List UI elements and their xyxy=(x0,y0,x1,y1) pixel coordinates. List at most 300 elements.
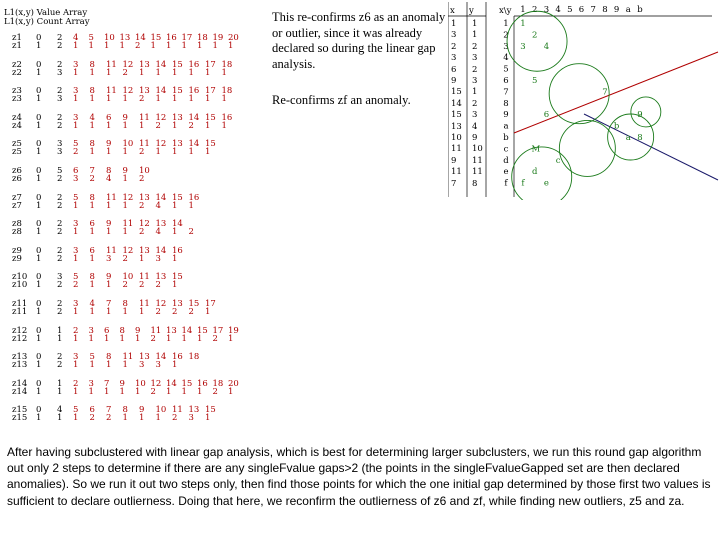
count-cell-red: 1 xyxy=(89,307,95,317)
count-cell: 1 xyxy=(57,333,63,344)
table-y-cell: 3 xyxy=(472,53,478,64)
plot-point: M xyxy=(531,144,541,155)
array-row xyxy=(0,300,270,320)
count-row-label: z11 xyxy=(12,307,28,317)
value-cell: 3 xyxy=(57,139,63,150)
value-cell-red: 8 xyxy=(122,299,128,309)
value-cell: 1 xyxy=(57,378,63,389)
value-cell-red: 9 xyxy=(106,139,112,150)
count-cell-red: 1 xyxy=(122,413,128,424)
value-cell-red: 15 xyxy=(205,112,216,123)
value-cell-red: 12 xyxy=(122,59,134,70)
value-cell-red: 5 xyxy=(73,139,79,150)
value-cell-red: 11 xyxy=(139,299,150,309)
count-cell-red: 1 xyxy=(106,147,112,158)
value-cell-red: 3 xyxy=(73,86,79,97)
count-cell-red: 1 xyxy=(73,360,79,371)
count-cell-red: 2 xyxy=(122,67,128,78)
count-cell-red: 1 xyxy=(150,41,156,51)
count-cell: 1 xyxy=(36,333,42,344)
count-row-label: z9 xyxy=(12,253,22,264)
table-y-cell: 9 xyxy=(472,133,478,143)
count-cell: 1 xyxy=(36,41,42,51)
value-cell-red: 10 xyxy=(155,405,167,416)
count-cell-red: 1 xyxy=(89,227,95,238)
count-array-header: L1(x,y) Count Array xyxy=(4,17,90,27)
value-cell: 2 xyxy=(57,86,63,97)
x-tick-labels xyxy=(520,5,643,15)
count-cell-red: 1 xyxy=(155,94,161,105)
count-cell-red: 1 xyxy=(73,413,79,424)
value-cell-red: 3 xyxy=(73,112,79,123)
count-cell-red: 1 xyxy=(139,67,145,78)
count-cell-red: 2 xyxy=(139,200,145,211)
table-x-cell: 14 xyxy=(451,98,462,109)
value-cell-red: 11 xyxy=(139,272,150,283)
value-cell-red: 11 xyxy=(122,219,134,230)
count-cell-red: 1 xyxy=(106,280,112,291)
value-cell: 0 xyxy=(36,192,42,203)
count-cell-red: 2 xyxy=(89,413,95,424)
value-cell: 0 xyxy=(36,139,42,150)
table-y-cell: 2 xyxy=(472,41,478,52)
count-cell-red: 2 xyxy=(139,280,145,291)
table-y-cell: 8 xyxy=(472,178,478,189)
value-cell-red: 10 xyxy=(135,378,146,389)
value-cell-red: 3 xyxy=(88,325,94,336)
value-cell-red: 10 xyxy=(122,139,134,150)
value-cell: 0 xyxy=(36,112,42,123)
count-cell-red: 1 xyxy=(122,227,128,238)
value-cell-red: 11 xyxy=(106,192,117,203)
value-cell-red: 20 xyxy=(228,378,239,389)
count-cell-red: 1 xyxy=(122,120,128,131)
count-cell-red: 1 xyxy=(205,413,211,424)
note-z6-reconfirm: This re-confirms z6 as an anomaly or outlier, since it was already declared so during the linear gap analysis. xyxy=(272,10,446,71)
count-row-label: z6 xyxy=(12,174,22,184)
value-cell-red: 8 xyxy=(89,59,95,70)
value-cell: 1 xyxy=(57,325,63,336)
value-cell-red: 2 xyxy=(73,325,79,336)
y-tick-label: 7 xyxy=(503,87,509,98)
count-cell: 1 xyxy=(36,67,42,78)
count-cell-red: 1 xyxy=(106,94,112,105)
value-cell: 0 xyxy=(36,299,42,309)
count-cell-red: 2 xyxy=(89,174,95,184)
count-cell-red: 2 xyxy=(150,386,156,397)
plot-corner-label: x\y xyxy=(499,6,512,16)
array-row xyxy=(0,406,270,426)
value-row-label: z13 xyxy=(12,352,28,363)
value-cell-red: 13 xyxy=(172,299,183,309)
count-row-label: z10 xyxy=(12,280,28,291)
value-cell-red: 17 xyxy=(181,33,193,43)
value-cell-red: 8 xyxy=(89,86,95,97)
plot-point: 8 xyxy=(637,133,643,143)
value-cell-red: 9 xyxy=(119,378,125,389)
plot-point: a xyxy=(625,133,631,143)
count-cell-red: 1 xyxy=(122,174,128,184)
table-x-cell: 15 xyxy=(451,110,462,121)
count-cell-red: 1 xyxy=(155,67,161,78)
y-tick-label: 6 xyxy=(503,76,509,86)
value-cell-red: 16 xyxy=(172,352,183,363)
array-row xyxy=(0,114,270,134)
value-cell-red: 9 xyxy=(106,219,112,230)
value-row-label: z6 xyxy=(12,166,22,176)
count-cell-red: 1 xyxy=(172,227,178,238)
count-cell-red: 1 xyxy=(88,333,94,344)
value-cell-red: 10 xyxy=(104,33,115,43)
count-cell-red: 3 xyxy=(155,360,161,371)
count-cell-red: 2 xyxy=(172,413,178,424)
count-cell-red: 1 xyxy=(106,67,112,78)
value-cell-red: 17 xyxy=(205,86,216,97)
value-cell-red: 8 xyxy=(119,325,125,336)
value-cell-red: 6 xyxy=(89,219,95,230)
table-y-cell: 4 xyxy=(472,121,478,132)
count-cell-red: 2 xyxy=(188,307,194,317)
plot-point: 9 xyxy=(637,110,643,121)
value-cell-red: 5 xyxy=(73,192,79,203)
value-cell-red: 16 xyxy=(188,86,200,97)
count-cell-red: 1 xyxy=(89,94,95,105)
value-cell: 0 xyxy=(36,86,42,97)
count-cell-red: 1 xyxy=(106,307,112,317)
value-cell-red: 11 xyxy=(139,112,150,123)
count-cell-red: 1 xyxy=(119,386,125,397)
table-y-cell: 1 xyxy=(472,87,478,98)
value-cell-red: 11 xyxy=(122,352,134,363)
value-cell-red: 19 xyxy=(212,33,224,43)
count-cell-red: 4 xyxy=(155,200,161,211)
value-cell: 2 xyxy=(57,245,63,256)
value-cell-red: 16 xyxy=(197,378,208,389)
count-cell-red: 1 xyxy=(122,94,128,105)
count-row-label: z1 xyxy=(12,41,22,51)
value-cell-red: 9 xyxy=(122,166,128,176)
cluster-circle xyxy=(549,64,609,124)
count-cell-red: 1 xyxy=(205,147,211,158)
value-row-label: z10 xyxy=(12,272,28,283)
value-cell-red: 3 xyxy=(73,299,79,309)
table-x-cell: 11 xyxy=(451,144,462,155)
count-cell-red: 1 xyxy=(119,41,125,51)
count-cell: 1 xyxy=(36,227,42,238)
count-cell-red: 1 xyxy=(135,386,141,397)
count-cell-red: 2 xyxy=(139,227,145,238)
array-row xyxy=(0,140,270,160)
array-row xyxy=(0,353,270,373)
value-cell-red: 14 xyxy=(166,378,177,389)
value-cell-red: 5 xyxy=(89,352,95,363)
count-cell-red: 1 xyxy=(205,67,211,78)
count-cell-red: 1 xyxy=(139,253,145,264)
count-cell-red: 1 xyxy=(122,307,128,317)
count-cell-red: 2 xyxy=(212,333,218,344)
y-tick-label: 8 xyxy=(503,98,509,109)
value-cell-red: 11 xyxy=(106,245,117,256)
cluster-circle xyxy=(507,11,567,71)
value-cell-red: 14 xyxy=(155,86,167,97)
count-cell-red: 1 xyxy=(73,41,79,51)
value-cell-red: 4 xyxy=(89,299,95,309)
count-cell: 1 xyxy=(36,386,42,397)
value-cell-red: 13 xyxy=(172,139,183,150)
value-cell-red: 17 xyxy=(212,325,224,336)
value-cell: 5 xyxy=(57,166,63,176)
count-cell-red: 1 xyxy=(139,307,145,317)
value-cell-red: 13 xyxy=(139,192,150,203)
value-cell-red: 14 xyxy=(188,112,200,123)
x-tick-label: b xyxy=(637,5,643,15)
value-cell-red: 10 xyxy=(139,166,150,176)
table-x-cell: 13 xyxy=(451,121,462,132)
value-cell-red: 9 xyxy=(139,405,145,416)
count-row-label: z5 xyxy=(12,147,22,158)
value-cell-red: 8 xyxy=(106,166,112,176)
y-tick-label: b xyxy=(503,133,509,143)
value-row-label: z14 xyxy=(12,378,28,389)
count-cell-red: 1 xyxy=(122,200,128,211)
value-cell-red: 16 xyxy=(188,59,200,70)
count-cell-red: 1 xyxy=(139,120,145,131)
value-cell-red: 14 xyxy=(135,33,146,43)
count-cell-red: 2 xyxy=(155,120,161,131)
value-cell-red: 9 xyxy=(106,272,112,283)
value-cell-red: 7 xyxy=(106,405,112,416)
value-cell-red: 13 xyxy=(172,112,183,123)
plot-point: 4 xyxy=(543,41,550,52)
value-cell-red: 19 xyxy=(228,325,239,336)
y-tick-label: 5 xyxy=(503,64,509,75)
count-cell-red: 1 xyxy=(172,67,178,78)
plot-point: d xyxy=(531,167,538,178)
x-tick-label: 5 xyxy=(567,5,573,15)
y-tick-label: c xyxy=(503,144,509,155)
array-row xyxy=(0,380,270,400)
count-cell-red: 1 xyxy=(188,67,194,78)
count-cell-red: 1 xyxy=(73,227,79,238)
value-cell-red: 16 xyxy=(172,245,183,256)
x-tick-label: 2 xyxy=(531,5,538,15)
value-cell-red: 14 xyxy=(155,59,167,70)
count-cell-red: 1 xyxy=(73,67,79,78)
table-x-cell: 1 xyxy=(451,19,457,29)
count-cell-red: 1 xyxy=(197,386,203,397)
value-cell-red: 4 xyxy=(89,112,95,123)
arrays-panel xyxy=(0,0,270,430)
value-row-label: z3 xyxy=(12,86,22,97)
value-cell-red: 14 xyxy=(172,219,183,230)
value-cell-red: 3 xyxy=(73,352,79,363)
count-cell: 1 xyxy=(57,386,63,397)
value-cell-red: 18 xyxy=(221,86,233,97)
count-cell-red: 2 xyxy=(122,253,128,264)
table-y-cell: 11 xyxy=(472,167,483,178)
value-cell-red: 5 xyxy=(73,272,79,283)
count-cell-red: 2 xyxy=(172,307,178,317)
value-cell-red: 17 xyxy=(205,299,216,309)
value-cell-red: 8 xyxy=(122,405,128,416)
value-cell: 0 xyxy=(36,245,42,256)
value-cell: 2 xyxy=(57,299,63,309)
count-cell-red: 2 xyxy=(73,147,79,158)
cluster-circle xyxy=(512,147,572,200)
value-cell-red: 15 xyxy=(172,86,183,97)
count-cell-red: 4 xyxy=(106,174,112,184)
count-cell-red: 2 xyxy=(73,280,79,291)
array-row xyxy=(0,87,270,107)
count-cell-red: 2 xyxy=(188,120,194,131)
count-cell-red: 2 xyxy=(139,147,145,158)
cluster-circle xyxy=(631,97,661,127)
count-row-label: z12 xyxy=(12,333,28,344)
count-row-label: z14 xyxy=(12,386,28,397)
count-cell-red: 1 xyxy=(89,360,95,371)
plot-points xyxy=(520,19,642,189)
table-y-cell: 1 xyxy=(472,30,478,41)
count-cell-red: 1 xyxy=(172,280,178,291)
y-tick-label: 3 xyxy=(503,41,509,52)
count-row-label: z13 xyxy=(12,360,28,371)
count-row-label: z2 xyxy=(12,67,22,78)
value-cell-red: 6 xyxy=(89,245,95,256)
plot-point: 3 xyxy=(520,41,526,52)
value-cell-red: 13 xyxy=(139,352,150,363)
count-cell: 2 xyxy=(57,120,63,131)
count-cell-red: 1 xyxy=(188,200,194,211)
count-cell-red: 1 xyxy=(89,200,95,211)
value-cell-red: 15 xyxy=(172,272,183,283)
value-cell-red: 13 xyxy=(188,405,200,416)
value-cell-red: 5 xyxy=(88,33,94,43)
count-cell-red: 1 xyxy=(188,147,194,158)
count-cell: 1 xyxy=(57,413,63,424)
count-cell: 1 xyxy=(36,147,42,158)
table-y-cell: 11 xyxy=(472,155,483,166)
value-cell-red: 8 xyxy=(89,192,95,203)
count-cell-red: 1 xyxy=(106,120,112,131)
count-cell-red: 1 xyxy=(106,200,112,211)
value-cell-red: 14 xyxy=(188,139,200,150)
value-cell-red: 3 xyxy=(73,219,79,230)
count-cell-red: 2 xyxy=(135,41,141,51)
count-cell-red: 3 xyxy=(106,253,112,264)
value-cell: 0 xyxy=(36,166,42,176)
x-tick-label: 4 xyxy=(555,5,561,15)
x-tick-label: 6 xyxy=(578,5,585,15)
value-row-label: z12 xyxy=(12,325,28,336)
table-x-cell: 7 xyxy=(451,178,457,189)
count-cell-red: 1 xyxy=(139,413,145,424)
cluster-circle xyxy=(559,120,615,176)
count-cell-red: 1 xyxy=(135,333,141,344)
table-y-cell: 2 xyxy=(472,64,478,75)
value-cell-red: 14 xyxy=(155,352,167,363)
table-y-cell: 2 xyxy=(472,98,478,109)
value-cell: 2 xyxy=(57,219,63,230)
value-cell-red: 11 xyxy=(106,86,117,97)
value-cell-red: 12 xyxy=(155,139,167,150)
value-cell-red: 15 xyxy=(188,299,200,309)
value-cell-red: 3 xyxy=(73,59,79,70)
value-row-label: z15 xyxy=(12,405,28,416)
count-cell-red: 1 xyxy=(73,307,79,317)
count-cell-red: 1 xyxy=(212,41,218,51)
scatter-plot xyxy=(448,0,720,200)
count-cell-red: 2 xyxy=(212,386,218,397)
count-cell-red: 1 xyxy=(106,360,112,371)
value-cell: 2 xyxy=(57,59,63,70)
array-row xyxy=(0,273,270,293)
count-cell: 1 xyxy=(36,280,42,291)
count-cell-red: 1 xyxy=(228,386,234,397)
table-x-cell: 6 xyxy=(451,64,457,75)
value-cell-red: 18 xyxy=(197,33,208,43)
value-cell: 4 xyxy=(57,405,63,416)
table-x-cell: 15 xyxy=(451,87,462,98)
value-cell-red: 9 xyxy=(135,325,141,336)
count-cell-red: 1 xyxy=(155,147,161,158)
count-cell-red: 3 xyxy=(155,253,161,264)
count-cell-red: 1 xyxy=(172,360,178,371)
value-row-label: z11 xyxy=(12,299,28,309)
note-zf-reconfirm: Re-confirms zf an anomaly. xyxy=(272,93,411,107)
x-tick-label: a xyxy=(625,5,631,15)
table-x-cell: 3 xyxy=(451,30,457,41)
value-cell-red: 3 xyxy=(88,378,94,389)
value-cell-red: 18 xyxy=(188,352,200,363)
value-cell-red: 11 xyxy=(106,59,117,70)
value-cell-red: 6 xyxy=(106,112,112,123)
count-row-label: z15 xyxy=(12,413,28,424)
value-cell-red: 7 xyxy=(106,299,112,309)
count-cell-red: 2 xyxy=(139,94,145,105)
value-cell-red: 17 xyxy=(205,59,216,70)
count-row-label: z7 xyxy=(12,200,22,211)
count-cell-red: 1 xyxy=(228,41,234,51)
count-cell-red: 1 xyxy=(188,94,194,105)
count-cell-red: 2 xyxy=(150,333,156,344)
count-cell: 2 xyxy=(57,41,63,51)
value-row-label: z9 xyxy=(12,245,22,256)
value-cell: 0 xyxy=(36,33,42,43)
value-cell-red: 8 xyxy=(106,352,112,363)
count-cell-red: 4 xyxy=(155,227,161,238)
count-cell-red: 1 xyxy=(197,333,203,344)
value-cell-red: 15 xyxy=(197,325,208,336)
value-cell-red: 14 xyxy=(155,192,167,203)
value-cell: 0 xyxy=(36,405,42,416)
value-row-label: z5 xyxy=(12,139,22,150)
value-cell-red: 15 xyxy=(172,59,183,70)
count-cell-red: 1 xyxy=(205,307,211,317)
table-y-cell: 1 xyxy=(472,19,478,29)
count-cell-red: 1 xyxy=(106,227,112,238)
value-cell-red: 6 xyxy=(73,166,79,176)
array-row xyxy=(0,220,270,240)
value-cell-red: 11 xyxy=(150,325,162,336)
count-cell-red: 1 xyxy=(122,360,128,371)
count-cell-red: 1 xyxy=(228,333,234,344)
table-x-cell: 9 xyxy=(451,155,457,166)
value-cell: 2 xyxy=(57,352,63,363)
value-cell-red: 16 xyxy=(221,112,233,123)
count-cell-red: 1 xyxy=(122,147,128,158)
count-cell-red: 1 xyxy=(166,386,172,397)
count-cell-red: 1 xyxy=(221,94,227,105)
